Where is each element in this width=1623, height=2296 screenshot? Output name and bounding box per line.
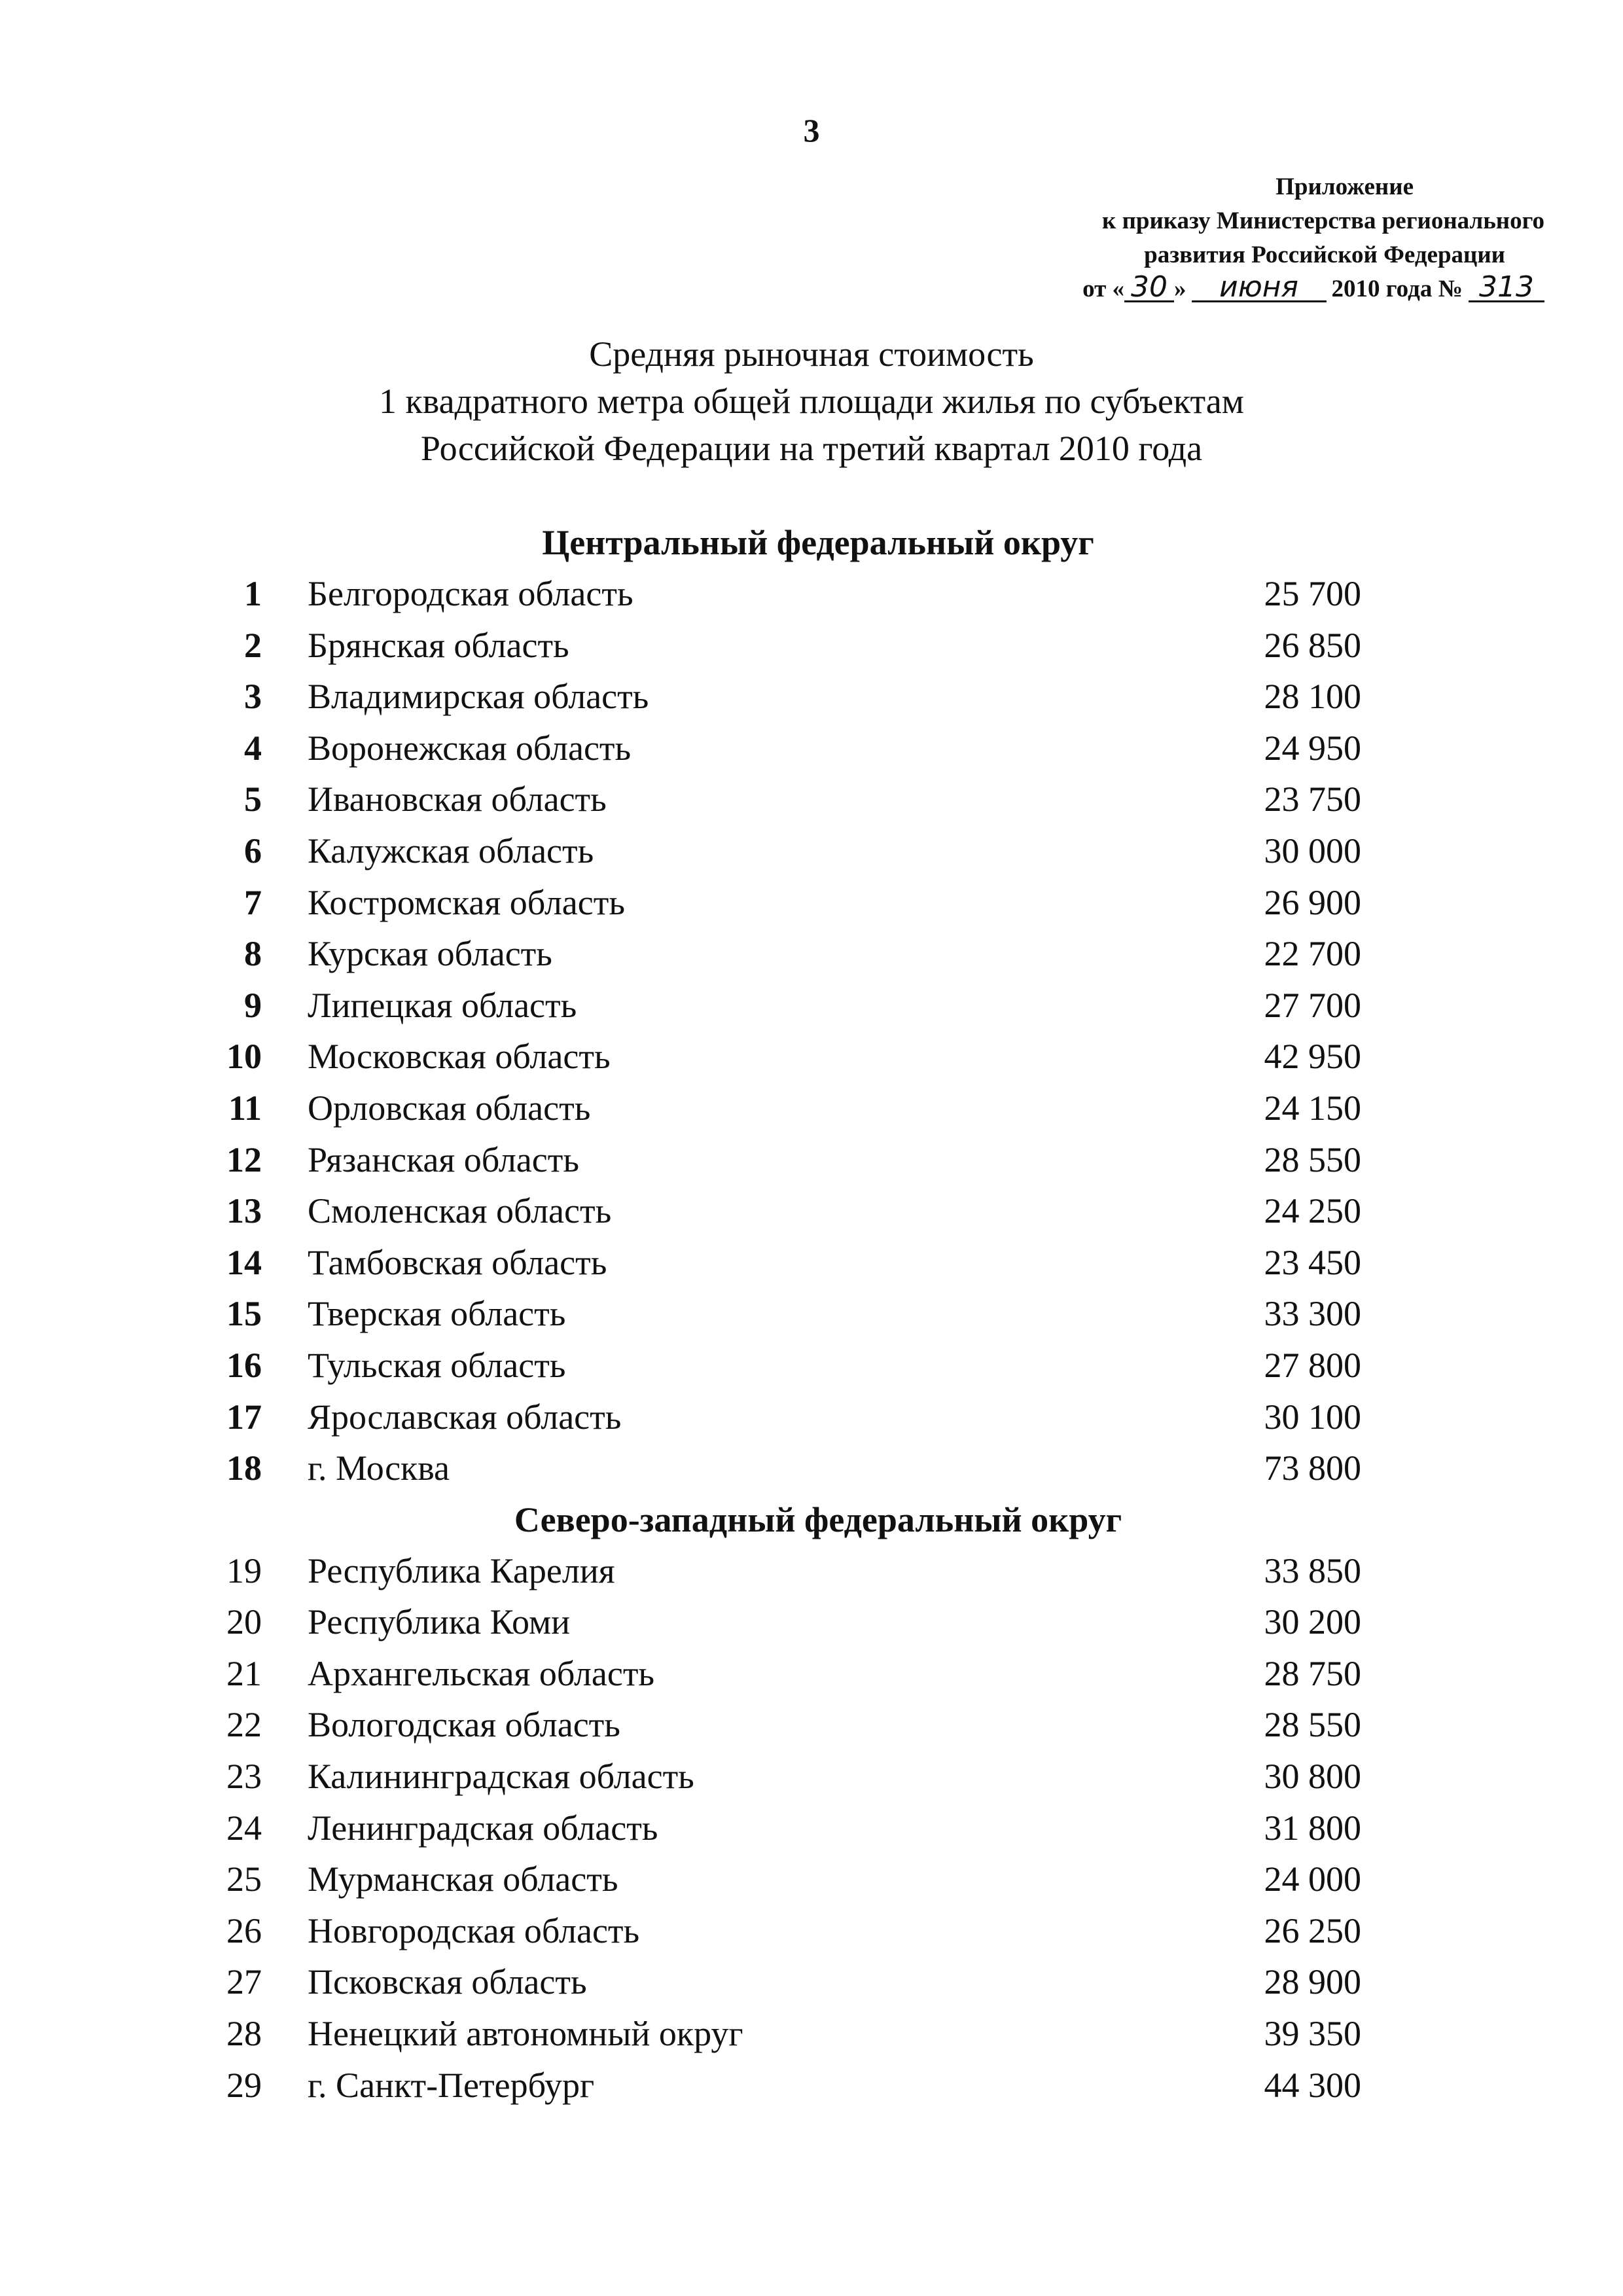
appendix-header	[955, 170, 1544, 306]
region-name: Владимирская область	[308, 677, 649, 717]
order-number-handwritten: 313	[1469, 274, 1544, 302]
table-row	[196, 1751, 1361, 1803]
region-name: Тамбовская область	[308, 1242, 607, 1282]
region-name: Липецкая область	[308, 985, 577, 1025]
document-title-line-3: Российской Федерации на третий квартал 2010 года	[420, 429, 1203, 468]
row-number: 23	[226, 1757, 262, 1797]
price-value: 24 950	[1264, 728, 1361, 768]
region-name: Ярославская область	[308, 1397, 622, 1437]
table-row	[196, 1803, 1361, 1854]
price-value: 28 900	[1264, 1962, 1361, 2002]
region-name: Воронежская область	[308, 728, 632, 768]
price-value: 33 300	[1264, 1294, 1361, 1334]
row-number: 7	[244, 882, 262, 922]
region-name: Костромская область	[308, 882, 625, 922]
price-value: 30 000	[1264, 831, 1361, 870]
district-heading: Центральный федеральный округ	[542, 523, 1094, 562]
table-row	[196, 774, 1361, 825]
region-name: Псковская область	[308, 1962, 587, 2002]
table-row	[196, 1956, 1361, 2008]
table-row	[196, 1288, 1361, 1340]
region-name: Новгородская область	[308, 1910, 640, 1950]
region-name: Ленинградская область	[308, 1808, 658, 1848]
table-row	[196, 1237, 1361, 1289]
row-number: 24	[226, 1808, 262, 1848]
table-row	[196, 620, 1361, 672]
table-row	[196, 877, 1361, 929]
price-value: 24 000	[1264, 1859, 1361, 1899]
price-value: 28 550	[1264, 1705, 1361, 1745]
price-value: 24 150	[1264, 1088, 1361, 1128]
page-number: 3	[803, 112, 820, 149]
price-value: 28 550	[1264, 1139, 1361, 1179]
table-row	[196, 568, 1361, 620]
row-number: 18	[226, 1448, 262, 1488]
row-number: 11	[228, 1088, 262, 1128]
region-name: Республика Коми	[308, 1602, 571, 1642]
row-number: 19	[226, 1551, 262, 1590]
region-name: г. Санкт-Петербург	[308, 2065, 595, 2105]
price-value: 44 300	[1264, 2065, 1361, 2105]
table-row	[196, 1083, 1361, 1134]
price-value: 42 950	[1264, 1037, 1361, 1077]
table-row	[196, 1031, 1361, 1083]
row-number: 3	[244, 677, 262, 717]
region-name: Вологодская область	[308, 1705, 620, 1745]
table-row	[196, 1905, 1361, 1957]
table-row	[196, 2060, 1361, 2111]
price-value: 23 450	[1264, 1242, 1361, 1282]
appendix-ministry-line: к приказу Министерства регионального	[1102, 207, 1544, 234]
region-name: Рязанская область	[308, 1139, 579, 1179]
region-name: Брянская область	[308, 625, 569, 665]
table-row	[196, 1854, 1361, 1905]
row-number: 4	[244, 728, 262, 768]
table-row	[196, 1648, 1361, 1700]
table-row	[196, 1391, 1361, 1443]
region-name: Республика Карелия	[308, 1551, 615, 1590]
document-title	[196, 331, 1427, 472]
table-row	[196, 980, 1361, 1031]
date-month-handwritten: июня	[1192, 274, 1327, 302]
row-number: 20	[226, 1602, 262, 1642]
appendix-rf-line: развития Российской Федерации	[1144, 242, 1505, 268]
price-value: 73 800	[1264, 1448, 1361, 1488]
price-table	[196, 517, 1361, 2111]
price-value: 31 800	[1264, 1808, 1361, 1848]
region-name: г. Москва	[308, 1448, 450, 1488]
table-row	[196, 1185, 1361, 1237]
row-number: 26	[226, 1910, 262, 1950]
table-row	[196, 1340, 1361, 1391]
region-name: Тульская область	[308, 1345, 566, 1385]
price-value: 28 750	[1264, 1653, 1361, 1693]
price-value: 22 700	[1264, 934, 1361, 974]
appendix-date-line	[955, 272, 1544, 306]
table-row	[196, 671, 1361, 723]
price-value: 39 350	[1264, 2014, 1361, 2054]
date-prefix: от «	[1082, 276, 1125, 302]
price-value: 30 200	[1264, 1602, 1361, 1642]
date-mid: »	[1174, 276, 1186, 302]
row-number: 21	[226, 1653, 262, 1693]
price-value: 24 250	[1264, 1191, 1361, 1231]
region-name: Ненецкий автономный округ	[308, 2014, 743, 2054]
region-name: Мурманская область	[308, 1859, 618, 1899]
row-number: 22	[226, 1705, 262, 1745]
document-title-line-2: 1 квадратного метра общей площади жилья по субъектам	[379, 382, 1244, 421]
table-row	[196, 825, 1361, 877]
document-title-line-1: Средняя рыночная стоимость	[589, 334, 1034, 374]
price-value: 23 750	[1264, 780, 1361, 819]
price-value: 26 850	[1264, 625, 1361, 665]
row-number: 5	[244, 780, 262, 819]
district-heading: Северо-западный федеральный округ	[514, 1499, 1122, 1539]
row-number: 2	[244, 625, 262, 665]
region-name: Калининградская область	[308, 1757, 694, 1797]
table-row	[196, 1443, 1361, 1494]
region-name: Калужская область	[308, 831, 594, 870]
row-number: 9	[244, 985, 262, 1025]
price-value: 26 250	[1264, 1910, 1361, 1950]
row-number: 28	[226, 2014, 262, 2054]
row-number: 14	[226, 1242, 262, 1282]
row-number: 29	[226, 2065, 262, 2105]
region-name: Белгородская область	[308, 574, 633, 613]
row-number: 8	[244, 934, 262, 974]
price-value: 30 100	[1264, 1397, 1361, 1437]
row-number: 6	[244, 831, 262, 870]
row-number: 16	[226, 1345, 262, 1385]
price-value: 27 800	[1264, 1345, 1361, 1385]
row-number: 25	[226, 1859, 262, 1899]
table-row	[196, 1596, 1361, 1648]
region-name: Тверская область	[308, 1294, 566, 1334]
appendix-title: Приложение	[1275, 173, 1414, 200]
price-value: 26 900	[1264, 882, 1361, 922]
price-value: 30 800	[1264, 1757, 1361, 1797]
table-row	[196, 2008, 1361, 2060]
date-year: 2010 года №	[1331, 276, 1463, 302]
region-name: Ивановская область	[308, 780, 607, 819]
row-number: 10	[226, 1037, 262, 1077]
region-name: Архангельская область	[308, 1653, 655, 1693]
price-value: 28 100	[1264, 677, 1361, 717]
table-row	[196, 1545, 1361, 1597]
price-value: 33 850	[1264, 1551, 1361, 1590]
row-number: 13	[226, 1191, 262, 1231]
row-number: 12	[226, 1139, 262, 1179]
region-name: Орловская область	[308, 1088, 591, 1128]
region-name: Смоленская область	[308, 1191, 612, 1231]
row-number: 27	[226, 1962, 262, 2002]
table-row	[196, 928, 1361, 980]
table-row	[196, 723, 1361, 774]
row-number: 15	[226, 1294, 262, 1334]
row-number: 17	[226, 1397, 262, 1437]
table-row	[196, 1699, 1361, 1751]
date-day-handwritten: 30	[1124, 274, 1174, 302]
price-value: 25 700	[1264, 574, 1361, 613]
region-name: Курская область	[308, 934, 552, 974]
price-value: 27 700	[1264, 985, 1361, 1025]
region-name: Московская область	[308, 1037, 611, 1077]
table-row	[196, 1134, 1361, 1186]
row-number: 1	[244, 574, 262, 613]
